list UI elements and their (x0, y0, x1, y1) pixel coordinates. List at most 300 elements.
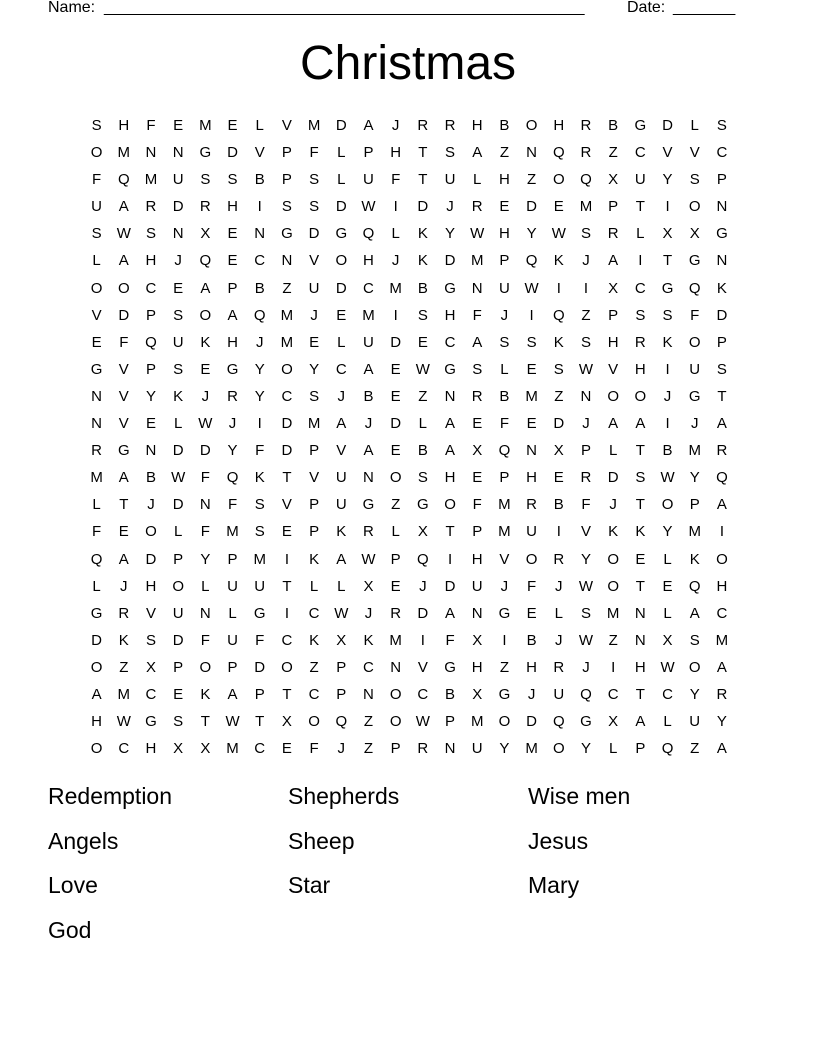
grid-letter[interactable]: R (580, 117, 592, 134)
grid-letter[interactable]: N (91, 415, 103, 433)
grid-letter[interactable]: H (363, 252, 374, 270)
grid-letter[interactable]: X (173, 740, 184, 758)
grid-letter[interactable]: Q (580, 685, 592, 703)
grid-letter[interactable]: Y (662, 171, 673, 189)
grid-letter[interactable]: M (579, 198, 593, 216)
grid-letter[interactable]: E (91, 333, 102, 351)
grid-letter[interactable]: X (336, 631, 347, 649)
grid-letter[interactable]: H (526, 658, 538, 676)
grid-letter[interactable]: U (172, 604, 184, 622)
grid-letter[interactable]: N (526, 144, 538, 162)
grid-letter[interactable]: O (688, 198, 701, 216)
grid-letter[interactable]: A (363, 442, 374, 460)
grid-letter[interactable]: J (609, 496, 617, 514)
grid-letter[interactable]: L (92, 252, 101, 270)
grid-letter[interactable]: N (199, 604, 211, 622)
grid-letter[interactable]: G (688, 252, 701, 270)
grid-letter[interactable]: I (556, 523, 561, 541)
grid-letter[interactable]: L (337, 144, 346, 162)
grid-letter[interactable]: F (499, 415, 509, 433)
grid-letter[interactable]: K (254, 469, 265, 487)
grid-letter[interactable]: T (635, 577, 645, 595)
grid-letter[interactable]: U (254, 577, 266, 595)
grid-letter[interactable]: H (498, 225, 510, 243)
grid-letter[interactable]: H (145, 577, 157, 595)
grid-letter[interactable]: G (444, 279, 456, 297)
grid-letter[interactable]: K (553, 252, 564, 270)
grid-letter[interactable]: H (444, 306, 456, 324)
grid-letter[interactable]: Z (391, 496, 401, 514)
grid-letter[interactable]: Q (117, 171, 130, 189)
grid-letter[interactable]: L (663, 604, 672, 622)
grid-letter[interactable]: N (199, 496, 211, 514)
grid-letter[interactable]: R (471, 387, 483, 405)
grid-letter[interactable]: G (498, 685, 511, 703)
grid-letter[interactable]: F (527, 577, 537, 595)
grid-letter[interactable]: H (145, 740, 157, 758)
grid-letter[interactable]: V (499, 550, 510, 568)
grid-letter[interactable]: S (281, 198, 292, 216)
grid-letter[interactable]: A (635, 713, 646, 731)
grid-letter[interactable]: U (227, 577, 238, 595)
grid-letter[interactable]: Y (716, 713, 727, 731)
grid-letter[interactable]: O (688, 333, 701, 351)
grid-letter[interactable]: T (445, 523, 455, 541)
grid-letter[interactable]: P (363, 144, 374, 162)
grid-letter[interactable]: J (201, 387, 210, 405)
grid-letter[interactable]: D (227, 144, 238, 162)
grid-letter[interactable]: Z (690, 740, 700, 758)
grid-letter[interactable]: P (716, 171, 727, 189)
grid-letter[interactable]: V (118, 415, 129, 433)
grid-letter[interactable]: W (415, 713, 430, 731)
grid-letter[interactable]: B (445, 685, 456, 703)
grid-letter[interactable]: P (390, 550, 401, 568)
grid-letter[interactable]: E (173, 685, 184, 703)
grid-letter[interactable]: A (118, 550, 129, 568)
grid-letter[interactable]: S (200, 171, 211, 189)
grid-letter[interactable]: K (363, 631, 374, 649)
grid-letter[interactable]: Z (581, 306, 591, 324)
grid-letter[interactable]: Q (552, 306, 565, 324)
grid-letter[interactable]: G (117, 442, 130, 460)
grid-letter[interactable]: M (117, 144, 131, 162)
grid-letter[interactable]: B (526, 631, 537, 649)
grid-letter[interactable]: K (608, 523, 619, 541)
grid-letter[interactable]: M (307, 415, 321, 433)
grid-letter[interactable]: Y (200, 550, 211, 568)
grid-letter[interactable]: Z (608, 144, 618, 162)
grid-letter[interactable]: I (284, 550, 289, 568)
grid-letter[interactable]: D (444, 252, 456, 270)
grid-letter[interactable]: E (227, 252, 238, 270)
grid-letter[interactable]: E (472, 469, 483, 487)
grid-letter[interactable]: O (308, 713, 320, 731)
grid-letter[interactable]: W (578, 577, 594, 595)
grid-letter[interactable]: S (145, 631, 156, 649)
grid-letter[interactable]: F (309, 740, 319, 758)
grid-letter[interactable]: O (716, 550, 728, 568)
grid-letter[interactable]: P (499, 252, 510, 270)
grid-letter[interactable]: C (417, 685, 429, 703)
grid-letter[interactable]: Q (688, 279, 701, 297)
grid-letter[interactable]: S (526, 333, 537, 351)
grid-letter[interactable]: W (578, 631, 594, 649)
grid-letter[interactable]: A (200, 279, 211, 297)
grid-letter[interactable]: O (172, 577, 184, 595)
grid-letter[interactable]: A (716, 658, 727, 676)
grid-letter[interactable]: A (118, 252, 129, 270)
grid-letter[interactable]: O (145, 523, 157, 541)
grid-letter[interactable]: A (363, 360, 374, 378)
grid-letter[interactable]: D (716, 306, 728, 324)
grid-letter[interactable]: G (716, 225, 728, 243)
grid-letter[interactable]: G (90, 360, 103, 378)
grid-letter[interactable]: S (254, 523, 265, 541)
grid-letter[interactable]: O (117, 279, 130, 297)
grid-letter[interactable]: K (553, 333, 564, 351)
grid-letter[interactable]: K (200, 333, 211, 351)
grid-letter[interactable]: M (226, 523, 239, 541)
grid-letter[interactable]: S (445, 144, 456, 162)
grid-letter[interactable]: E (281, 740, 292, 758)
grid-letter[interactable]: V (118, 387, 129, 405)
grid-letter[interactable]: P (635, 740, 646, 758)
grid-letter[interactable]: D (607, 469, 619, 487)
grid-letter[interactable]: G (145, 713, 157, 731)
grid-letter[interactable]: D (172, 631, 184, 649)
grid-letter[interactable]: E (227, 117, 238, 134)
grid-letter[interactable]: S (689, 631, 700, 649)
grid-letter[interactable]: R (199, 198, 211, 216)
grid-letter[interactable]: F (255, 442, 265, 460)
grid-letter[interactable]: D (417, 604, 429, 622)
grid-letter[interactable]: F (472, 306, 482, 324)
grid-letter[interactable]: G (444, 360, 456, 378)
grid-letter[interactable]: R (417, 740, 429, 758)
grid-letter[interactable]: T (119, 496, 129, 514)
grid-letter[interactable]: Z (119, 658, 129, 676)
grid-letter[interactable]: Z (554, 387, 564, 405)
grid-letter[interactable]: C (716, 144, 728, 162)
grid-letter[interactable]: D (254, 658, 266, 676)
grid-letter[interactable]: E (145, 415, 156, 433)
grid-letter[interactable]: H (118, 117, 130, 134)
grid-letter[interactable]: B (417, 279, 428, 297)
grid-letter[interactable]: A (336, 550, 347, 568)
grid-letter[interactable]: F (200, 523, 210, 541)
grid-letter[interactable]: Q (580, 171, 592, 189)
grid-letter[interactable]: P (445, 713, 456, 731)
grid-letter[interactable]: P (580, 442, 591, 460)
grid-letter[interactable]: K (662, 333, 673, 351)
grid-letter[interactable]: Q (199, 252, 212, 270)
grid-letter[interactable]: V (118, 360, 129, 378)
grid-letter[interactable]: C (145, 685, 157, 703)
grid-letter[interactable]: D (553, 415, 565, 433)
grid-letter[interactable]: D (145, 550, 157, 568)
grid-letter[interactable]: K (118, 631, 129, 649)
grid-letter[interactable]: A (472, 333, 483, 351)
grid-letter[interactable]: H (227, 333, 238, 351)
grid-letter[interactable]: N (471, 279, 483, 297)
grid-letter[interactable]: N (580, 387, 592, 405)
grid-letter[interactable]: Q (688, 577, 701, 595)
grid-letter[interactable]: S (145, 225, 156, 243)
grid-letter[interactable]: T (635, 496, 645, 514)
grid-letter[interactable]: I (665, 198, 670, 216)
grid-letter[interactable]: N (172, 225, 184, 243)
grid-letter[interactable]: G (634, 117, 647, 134)
name-blank-field[interactable]: ______________________________________________________ (104, 0, 585, 16)
grid-letter[interactable]: M (90, 469, 103, 487)
grid-letter[interactable]: Y (227, 442, 238, 460)
grid-letter[interactable]: D (335, 117, 347, 134)
grid-letter[interactable]: Q (498, 442, 511, 460)
grid-letter[interactable]: D (335, 279, 347, 297)
grid-letter[interactable]: G (688, 387, 701, 405)
grid-letter[interactable]: Z (499, 658, 509, 676)
grid-letter[interactable]: J (337, 740, 346, 758)
grid-letter[interactable]: D (91, 631, 103, 649)
grid-letter[interactable]: D (308, 225, 320, 243)
grid-letter[interactable]: K (716, 279, 727, 297)
grid-letter[interactable]: T (418, 171, 428, 189)
grid-letter[interactable]: O (199, 306, 212, 324)
grid-letter[interactable]: P (227, 550, 238, 568)
grid-letter[interactable]: X (281, 713, 292, 731)
grid-letter[interactable]: I (529, 306, 534, 324)
grid-letter[interactable]: W (551, 225, 566, 243)
grid-letter[interactable]: S (553, 360, 564, 378)
grid-letter[interactable]: D (335, 198, 347, 216)
grid-letter[interactable]: C (308, 685, 320, 703)
grid-letter[interactable]: I (583, 279, 589, 297)
grid-letter[interactable]: L (92, 577, 101, 595)
grid-letter[interactable]: H (471, 658, 483, 676)
grid-letter[interactable]: E (553, 198, 564, 216)
grid-letter[interactable]: X (472, 631, 483, 649)
grid-letter[interactable]: D (526, 198, 538, 216)
grid-letter[interactable]: F (146, 117, 156, 134)
grid-letter[interactable]: D (172, 496, 184, 514)
grid-letter[interactable]: V (580, 523, 591, 541)
grid-letter[interactable]: D (172, 198, 184, 216)
grid-letter[interactable]: W (415, 360, 430, 378)
grid-letter[interactable]: L (608, 442, 618, 460)
grid-letter[interactable]: E (390, 387, 401, 405)
grid-letter[interactable]: N (145, 144, 157, 162)
grid-letter[interactable]: P (145, 306, 156, 324)
grid-letter[interactable]: O (661, 496, 674, 514)
grid-letter[interactable]: L (173, 415, 183, 433)
grid-letter[interactable]: E (336, 306, 347, 324)
grid-letter[interactable]: Z (608, 631, 618, 649)
grid-letter[interactable]: P (499, 469, 510, 487)
grid-letter[interactable]: V (281, 117, 292, 134)
grid-letter[interactable]: U (363, 333, 374, 351)
grid-letter[interactable]: S (417, 469, 428, 487)
grid-letter[interactable]: H (227, 198, 238, 216)
grid-letter[interactable]: R (634, 333, 646, 351)
grid-letter[interactable]: A (445, 604, 456, 622)
grid-letter[interactable]: U (308, 279, 320, 297)
grid-letter[interactable]: H (526, 469, 538, 487)
grid-letter[interactable]: U (91, 198, 103, 216)
grid-letter[interactable]: J (391, 252, 400, 270)
grid-letter[interactable]: L (554, 604, 563, 622)
grid-letter[interactable]: N (716, 198, 728, 216)
grid-letter[interactable]: K (635, 523, 646, 541)
grid-letter[interactable]: D (281, 415, 293, 433)
grid-letter[interactable]: K (200, 685, 211, 703)
grid-letter[interactable]: G (417, 496, 429, 514)
grid-letter[interactable]: O (607, 550, 619, 568)
grid-letter[interactable]: X (662, 631, 673, 649)
grid-letter[interactable]: E (200, 360, 211, 378)
grid-letter[interactable]: M (307, 117, 321, 134)
grid-letter[interactable]: B (254, 171, 265, 189)
grid-letter[interactable]: G (444, 658, 456, 676)
grid-letter[interactable]: K (336, 523, 347, 541)
grid-letter[interactable]: H (91, 713, 103, 731)
grid-letter[interactable]: H (498, 171, 510, 189)
grid-letter[interactable]: P (309, 496, 320, 514)
grid-letter[interactable]: O (281, 360, 293, 378)
grid-letter[interactable]: S (716, 117, 727, 134)
grid-letter[interactable]: U (553, 685, 565, 703)
grid-letter[interactable]: P (227, 658, 238, 676)
grid-letter[interactable]: O (90, 279, 103, 297)
grid-letter[interactable]: R (118, 604, 130, 622)
grid-letter[interactable]: S (472, 360, 483, 378)
grid-letter[interactable]: N (444, 740, 456, 758)
grid-letter[interactable]: L (500, 360, 509, 378)
grid-letter[interactable]: R (580, 469, 592, 487)
grid-letter[interactable]: R (471, 198, 483, 216)
grid-letter[interactable]: M (525, 740, 538, 758)
grid-letter[interactable]: R (607, 225, 619, 243)
grid-letter[interactable]: Z (527, 171, 537, 189)
grid-letter[interactable]: J (582, 415, 590, 433)
grid-letter[interactable]: X (608, 279, 619, 297)
grid-letter[interactable]: U (689, 360, 701, 378)
grid-letter[interactable]: O (498, 713, 511, 731)
grid-letter[interactable]: J (663, 387, 672, 405)
grid-letter[interactable]: S (91, 117, 102, 134)
grid-letter[interactable]: J (228, 415, 237, 433)
grid-letter[interactable]: Z (418, 387, 428, 405)
grid-letter[interactable]: I (665, 360, 670, 378)
grid-letter[interactable]: R (553, 550, 565, 568)
grid-letter[interactable]: J (527, 685, 536, 703)
grid-letter[interactable]: I (420, 631, 425, 649)
grid-letter[interactable]: A (445, 415, 456, 433)
grid-letter[interactable]: V (689, 144, 700, 162)
grid-letter[interactable]: U (363, 171, 374, 189)
grid-letter[interactable]: Y (254, 360, 265, 378)
grid-letter[interactable]: W (660, 658, 675, 676)
grid-letter[interactable]: O (335, 252, 348, 270)
grid-letter[interactable]: P (716, 333, 727, 351)
grid-letter[interactable]: J (500, 306, 509, 324)
grid-letter[interactable]: G (90, 604, 103, 622)
grid-letter[interactable]: F (690, 306, 700, 324)
grid-letter[interactable]: K (309, 631, 320, 649)
grid-letter[interactable]: S (173, 713, 184, 731)
grid-letter[interactable]: E (173, 117, 184, 134)
grid-letter[interactable]: X (363, 577, 374, 595)
grid-letter[interactable]: U (172, 333, 184, 351)
grid-letter[interactable]: C (363, 279, 374, 297)
grid-letter[interactable]: N (172, 144, 184, 162)
grid-letter[interactable]: P (309, 523, 320, 541)
grid-letter[interactable]: V (336, 442, 347, 460)
grid-letter[interactable]: P (281, 171, 292, 189)
grid-letter[interactable]: N (444, 387, 456, 405)
grid-letter[interactable]: O (389, 469, 402, 487)
grid-letter[interactable]: P (173, 658, 184, 676)
grid-letter[interactable]: M (280, 333, 294, 351)
grid-letter[interactable]: E (417, 333, 428, 351)
grid-letter[interactable]: H (471, 117, 483, 134)
grid-letter[interactable]: M (688, 523, 701, 541)
grid-letter[interactable]: H (471, 550, 483, 568)
grid-letter[interactable]: T (200, 713, 210, 731)
grid-letter[interactable]: F (472, 496, 482, 514)
grid-letter[interactable]: Q (661, 740, 674, 758)
grid-letter[interactable]: C (634, 279, 646, 297)
grid-letter[interactable]: C (308, 604, 320, 622)
grid-letter[interactable]: A (608, 252, 619, 270)
grid-letter[interactable]: K (689, 550, 700, 568)
grid-letter[interactable]: L (173, 523, 183, 541)
grid-letter[interactable]: J (147, 496, 155, 514)
grid-letter[interactable]: F (200, 469, 210, 487)
grid-letter[interactable]: D (526, 713, 538, 731)
grid-letter[interactable]: M (688, 442, 701, 460)
grid-letter[interactable]: X (200, 740, 211, 758)
grid-letter[interactable]: O (552, 740, 565, 758)
grid-letter[interactable]: T (717, 387, 727, 405)
grid-letter[interactable]: H (607, 333, 619, 351)
grid-letter[interactable]: Y (254, 387, 265, 405)
grid-letter[interactable]: G (498, 604, 511, 622)
grid-letter[interactable]: V (91, 306, 102, 324)
grid-letter[interactable]: P (336, 658, 347, 676)
grid-letter[interactable]: N (91, 387, 103, 405)
grid-letter[interactable]: G (580, 713, 592, 731)
grid-letter[interactable]: K (417, 252, 428, 270)
grid-letter[interactable]: I (638, 252, 643, 270)
grid-letter[interactable]: O (607, 387, 619, 405)
grid-letter[interactable]: O (607, 577, 619, 595)
grid-letter[interactable]: V (608, 360, 619, 378)
grid-letter[interactable]: A (472, 144, 483, 162)
grid-letter[interactable]: E (526, 360, 537, 378)
grid-letter[interactable]: U (172, 171, 184, 189)
grid-letter[interactable]: W (116, 225, 131, 243)
grid-letter[interactable]: M (498, 496, 511, 514)
grid-letter[interactable]: M (144, 171, 158, 189)
grid-letter[interactable]: A (91, 685, 102, 703)
grid-letter[interactable]: V (309, 469, 320, 487)
grid-letter[interactable]: W (225, 713, 240, 731)
grid-letter[interactable]: O (199, 658, 212, 676)
grid-letter[interactable]: C (716, 604, 728, 622)
grid-letter[interactable]: R (526, 496, 538, 514)
grid-letter[interactable]: F (309, 144, 319, 162)
